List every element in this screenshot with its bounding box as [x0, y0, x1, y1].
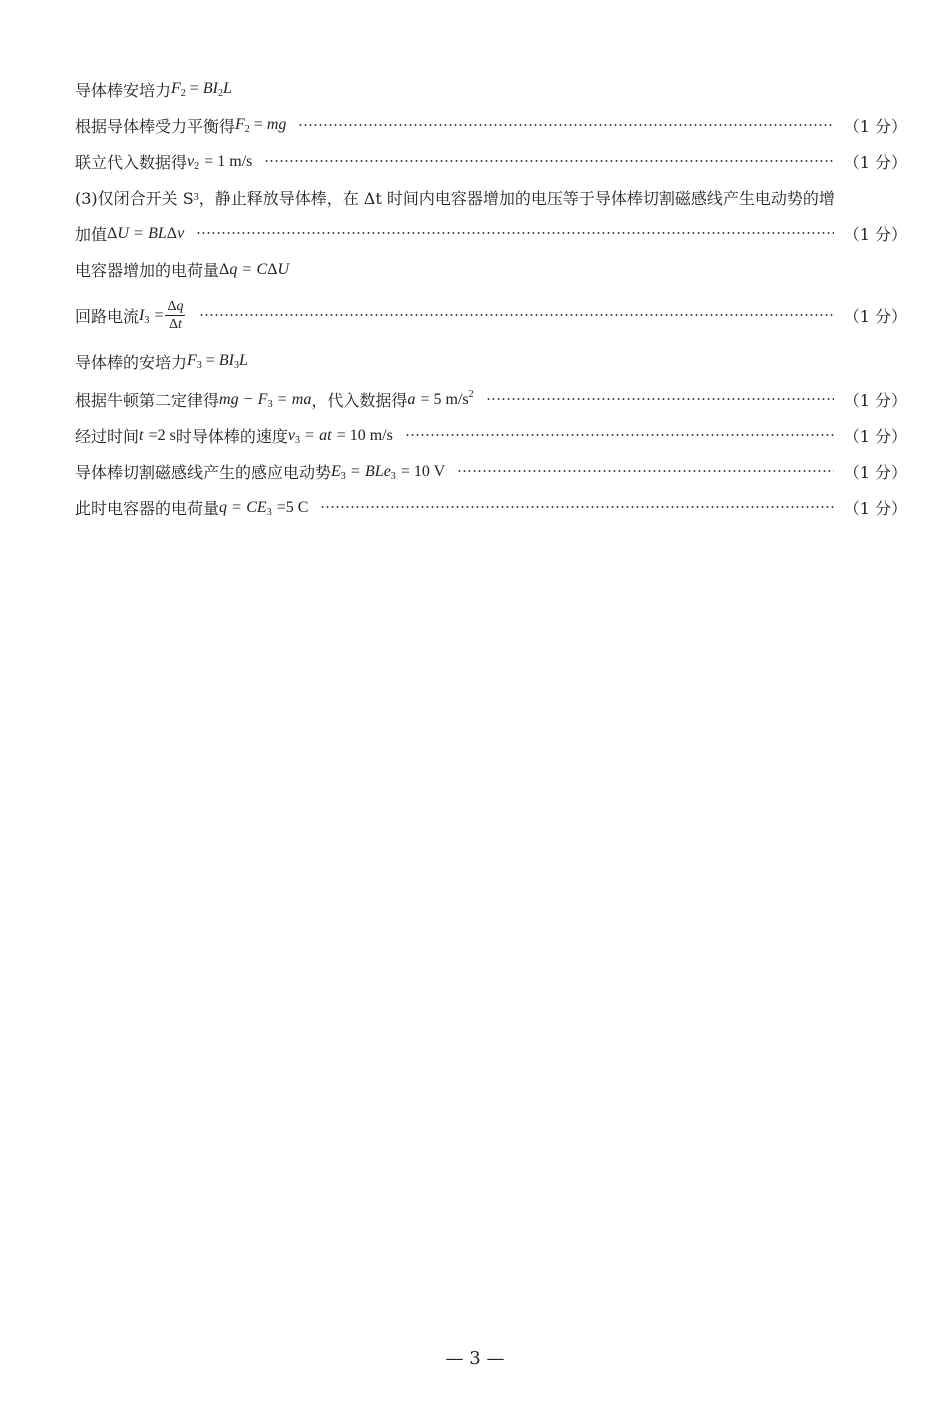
- solution-line: [75, 346, 907, 376]
- score-label: （1 分）: [843, 462, 907, 482]
- formula: $F_3 = BI_3L$: [187, 351, 248, 371]
- formula: $q = CE_3 =5$ C: [219, 498, 309, 518]
- dot-leader: [486, 398, 834, 400]
- fraction: $\frac{\Delta q}{\Delta t}$: [167, 298, 184, 332]
- line-text: 导体棒的安培力: [75, 352, 188, 372]
- line-text: 时导体棒的速度: [175, 426, 288, 446]
- formula: $I_3$ =: [139, 306, 164, 326]
- subscript: 3: [193, 191, 199, 203]
- solution-line: [75, 218, 907, 248]
- solution-line: [75, 420, 907, 450]
- line-text: (3)仅闭合开关 S: [75, 188, 194, 208]
- line-text: 根据牛顿第二定律得: [75, 390, 220, 410]
- line-text: 根据导体棒受力平衡得: [75, 116, 236, 136]
- solution-line: [75, 110, 907, 140]
- score-label: （1 分）: [843, 116, 907, 136]
- solution-line: [75, 456, 907, 486]
- solution-line: [75, 294, 907, 336]
- formula: t =2 s: [139, 427, 176, 444]
- line-text: 经过时间: [75, 426, 140, 446]
- score-label: （1 分）: [843, 224, 907, 244]
- line-text: 联立代入数据得: [75, 152, 188, 172]
- line-text: 电容器增加的电荷量: [75, 260, 220, 280]
- solution-line: [75, 384, 907, 414]
- solution-line: [75, 492, 907, 522]
- formula: a = 5 $m/s^2$: [407, 389, 474, 408]
- line-text: 此时电容器的电荷量: [75, 498, 220, 518]
- dot-leader: [457, 470, 834, 472]
- score-label: （1 分）: [843, 306, 907, 326]
- line-text: 回路电流: [75, 306, 140, 326]
- formula: $v_3$ = at = 10 m/s: [287, 426, 393, 446]
- dot-leader: [298, 124, 833, 126]
- formula: $F_2 = BI_2L$: [171, 79, 232, 99]
- line-text: ，代入数据得: [311, 390, 408, 410]
- line-text: 加值: [75, 224, 108, 244]
- score-label: （1 分）: [843, 426, 907, 446]
- dot-leader: [196, 232, 834, 234]
- score-label: （1 分）: [843, 390, 907, 410]
- dot-leader: [264, 160, 833, 162]
- dot-leader: [199, 314, 833, 316]
- formula: ΔU = BLΔv: [107, 225, 185, 242]
- line-text: ，静止释放导体棒，在 Δt 时间内电容器增加的电压等于导体棒切割磁感线产生电动势的增: [198, 188, 835, 208]
- solution-line: [75, 74, 907, 104]
- page-number: — 3 —: [445, 1348, 505, 1369]
- dot-leader: [320, 506, 833, 508]
- formula: $F_2$ = mg: [235, 115, 287, 135]
- formula: Δq = CΔU: [219, 261, 290, 278]
- solution-line: [75, 182, 907, 212]
- formula: $v_2 = 1$ m/s: [187, 152, 253, 172]
- score-label: （1 分）: [843, 152, 907, 172]
- line-text: 导体棒切割磁感线产生的感应电动势: [75, 462, 332, 482]
- solution-line: [75, 146, 907, 176]
- dot-leader: [405, 434, 834, 436]
- score-label: （1 分）: [843, 498, 907, 518]
- line-text: 导体棒安培力: [75, 80, 172, 100]
- solution-line: [75, 254, 907, 284]
- formula: $E_3 = BLe_3 = 10$ V: [331, 462, 446, 482]
- formula: mg − $F_3$ = ma: [219, 390, 312, 410]
